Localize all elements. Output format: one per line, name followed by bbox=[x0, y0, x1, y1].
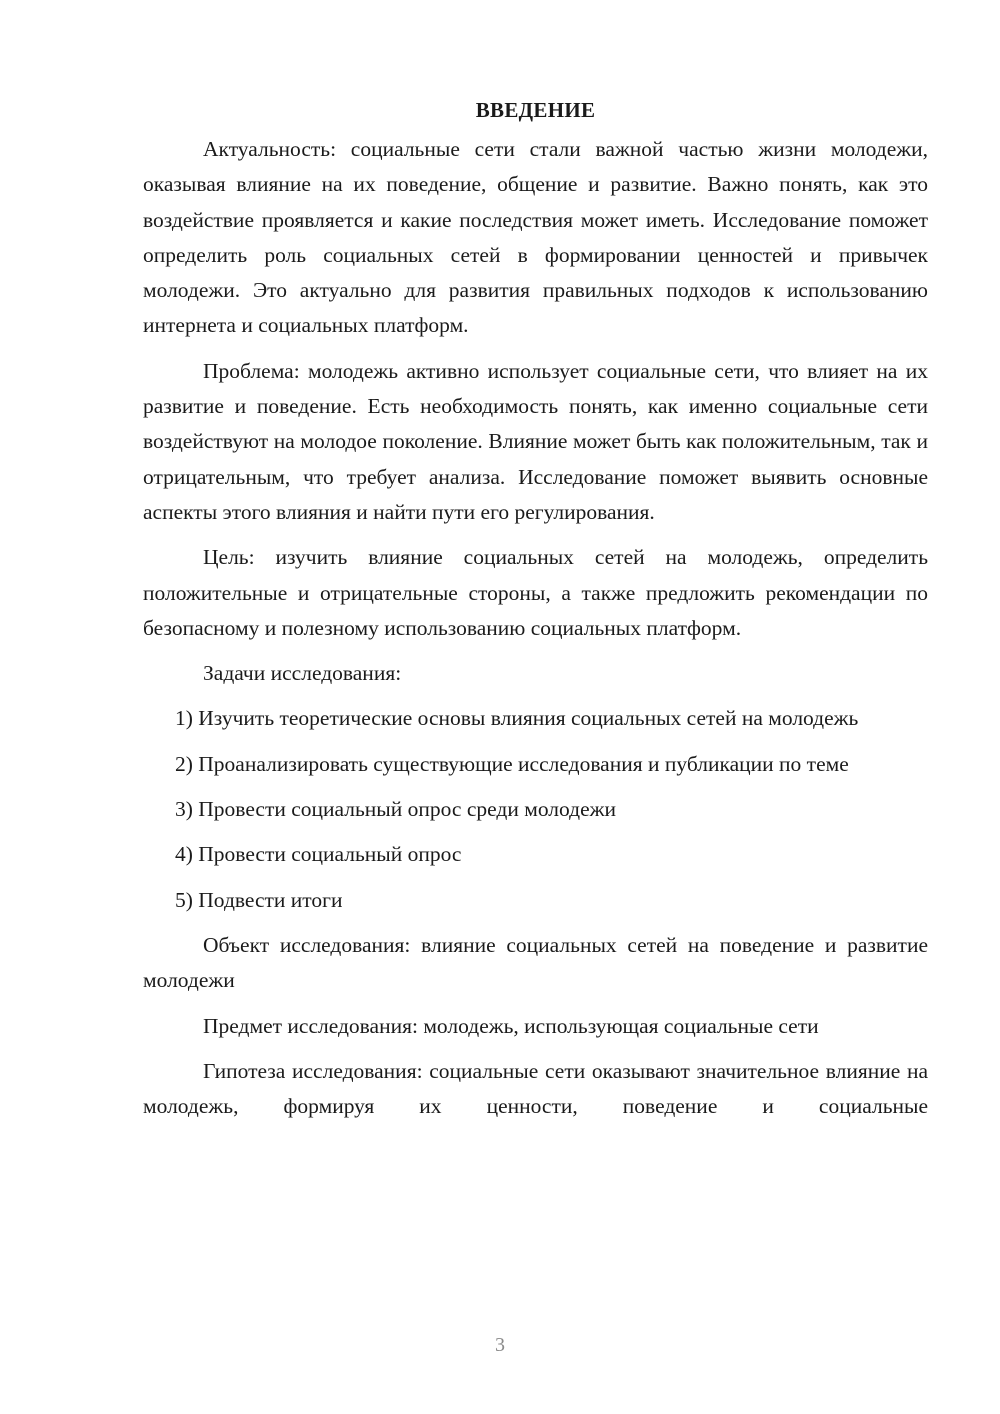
paragraph-subject: Предмет исследования: молодежь, использующая социальные сети bbox=[203, 1013, 819, 1038]
page-number: 3 bbox=[495, 1334, 505, 1356]
task-item-5: 5) Подвести итоги bbox=[175, 887, 343, 912]
task-item-3: 3) Провести социальный опрос среди молодежи bbox=[175, 797, 616, 822]
paragraph-hypothesis: Гипотеза исследования: социальные сети оказывают значительное влияние на молодежь, формируя их ценности, поведение и социальные bbox=[143, 1058, 928, 1119]
task-item-2: 2) Проанализировать существующие исследования и публикации по теме bbox=[175, 751, 849, 776]
paragraph-problem: Проблема: молодежь активно использует социальные сети, что влияет на их развитие и поведение. Есть необходимость понять, как именно социальные сети воздействуют на молодое поколение. Влияние может быть как положительным, так и отрицательным, что требует анализа. Исследование поможет выявить основные аспекты этого влияния и найти пути его регулирования. bbox=[143, 358, 928, 524]
task-item-1: 1) Изучить теоретические основы влияния социальных сетей на молодежь bbox=[175, 706, 859, 731]
document-page bbox=[143, 92, 928, 1134]
task-item-4: 4) Провести социальный опрос bbox=[175, 842, 462, 867]
paragraph-object: Объект исследования: влияние социальных сетей на поведение и развитие молодежи bbox=[143, 932, 928, 993]
paragraph-relevance: Актуальность: социальные сети стали важной частью жизни молодежи, оказывая влияние на их поведение, общение и развитие. Важно понять, как это воздействие проявляется и какие последствия может иметь. Исследование поможет определить роль социальных сетей в формировании ценностей и привычек молодежи. Это актуально для развития правильных подходов к использованию интернета и социальных платформ. bbox=[143, 137, 928, 338]
tasks-heading: Задачи исследования: bbox=[203, 661, 402, 686]
page-title: ВВЕДЕНИЕ bbox=[475, 98, 596, 122]
paragraph-goal: Цель: изучить влияние социальных сетей на молодежь, определить положительные и отрицательные стороны, а также предложить рекомендации по безопасному и полезному использованию социальных платформ. bbox=[143, 545, 928, 640]
